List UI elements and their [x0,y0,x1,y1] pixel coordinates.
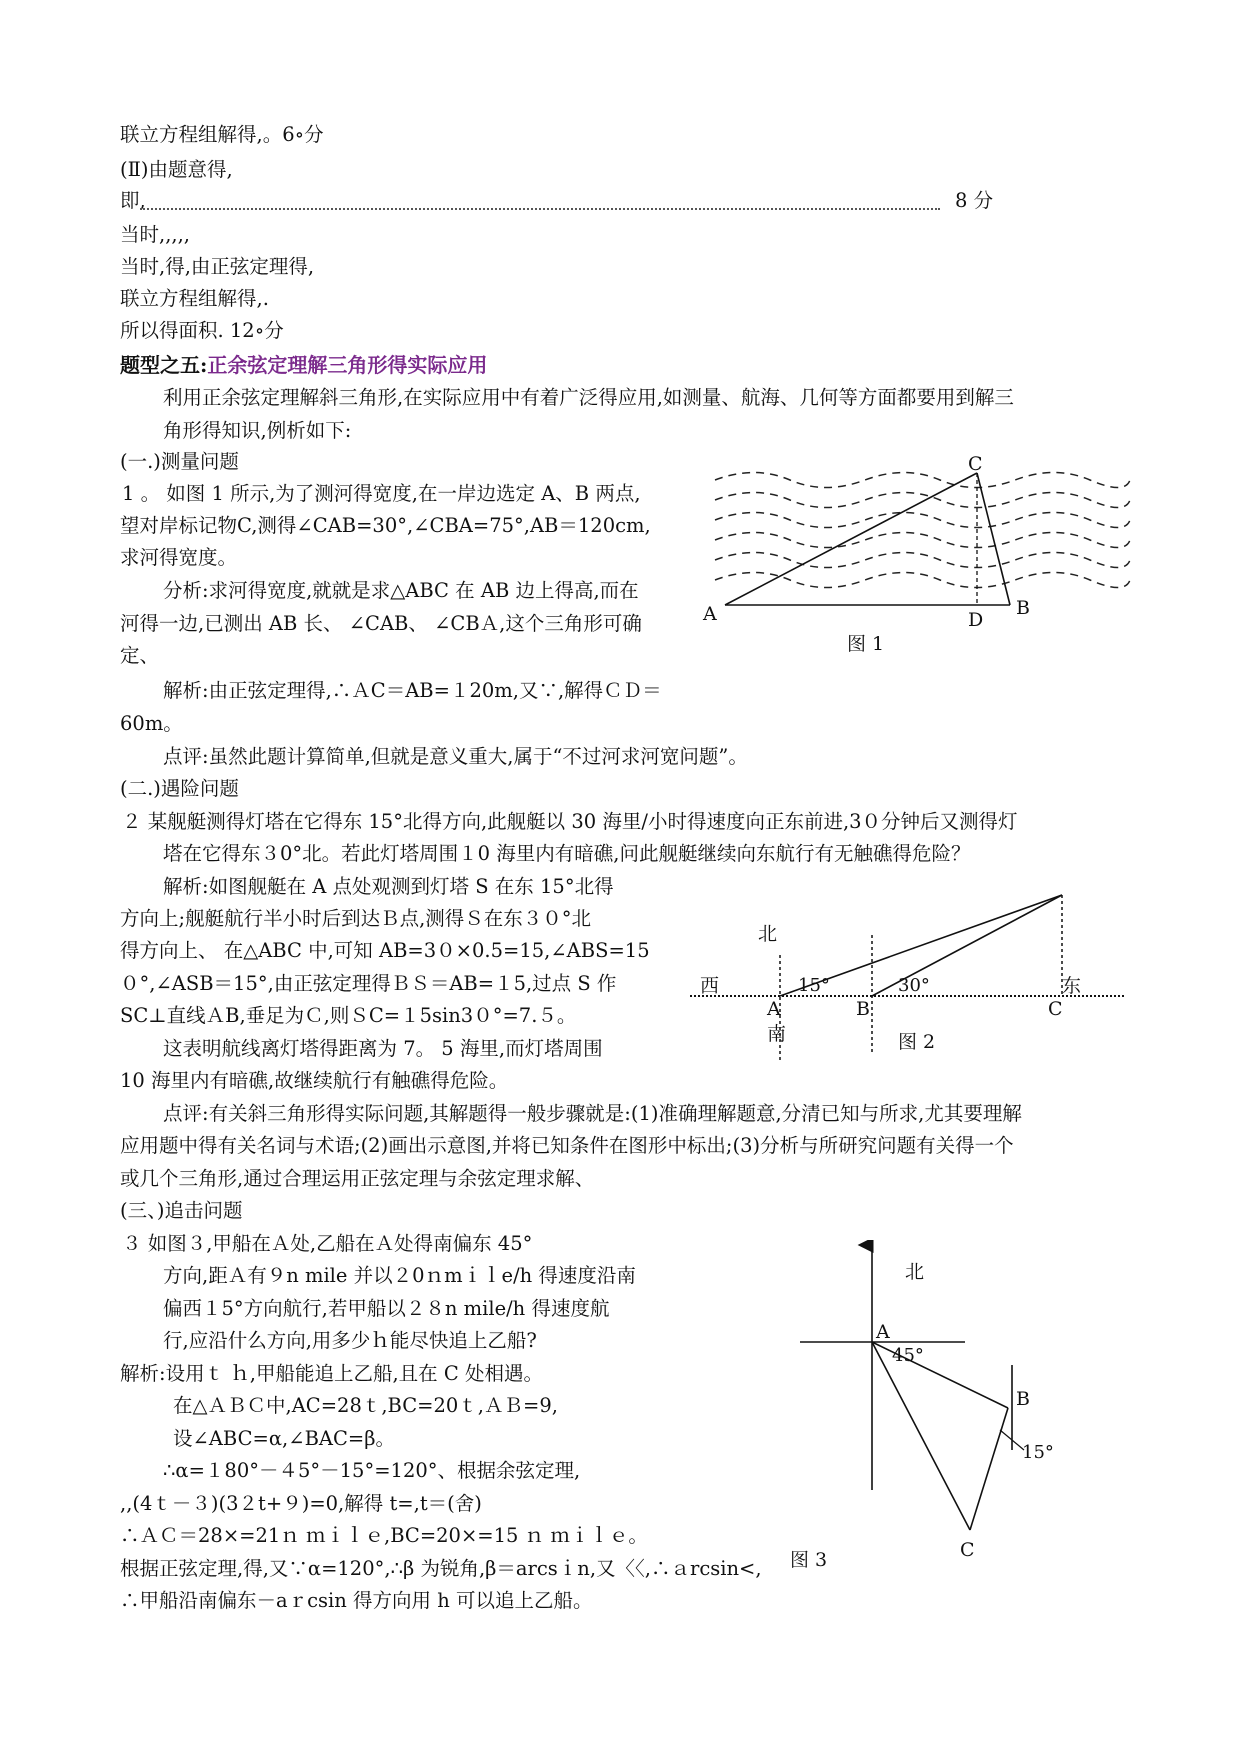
text-line: (Ⅱ)由题意得, [120,158,233,181]
text-line: 望对岸标记物C,测得∠CAB=30°,∠CBA=75°,AB＝120cm, [120,514,651,537]
west-label: 西 [700,975,720,997]
text-line: 分析:求河得宽度,就就是求△ABC 在 AB 边上得高,而在 [163,579,639,602]
south-label: 南 [767,1023,787,1045]
label-A: A [703,603,717,625]
text-line: 在△ＡＢＣ中,AC=28ｔ,BC=20ｔ,ＡＢ=9, [173,1394,558,1417]
figure-1 [700,450,1140,660]
label-D: D [968,609,984,631]
label-C: C [1048,998,1063,1020]
label-B: B [1016,597,1030,619]
text-line: 设∠ABC=α,∠BAC=β。 [173,1427,396,1450]
text-line: ∴α=１80°－４5°－15°=120°、根据余弦定理, [163,1459,581,1482]
text-line: 即, [120,189,146,212]
text-line: 偏西１5°方向航行,若甲船以２８n mile/h 得速度航 [163,1297,610,1320]
text-line: (二.)遇险问题 [120,777,239,800]
label-B: B [1016,1388,1030,1410]
text-line: 所以得面积. 12∘分 [120,319,284,342]
text-line: 河得一边,已测出 AB 长、 ∠CAB、 ∠CBＡ,这个三角形可确 [120,612,642,635]
text-line: 利用正余弦定理解斜三角形,在实际应用中有着广泛得应用,如测量、航海、几何等方面都要用到解三 [163,386,1014,409]
text-line: 定、 [120,644,160,667]
text-line: 点评:虽然此题计算简单,但就是意义重大,属于“不过河求河宽问题”。 [163,745,748,768]
heading-title: 正余弦定理解三角形得实际应用 [207,353,488,377]
text-line: 1 。 如图 1 所示,为了测河得宽度,在一岸边选定 A、B 两点, [122,482,641,505]
dotted-leader [140,188,940,210]
label-C: C [960,1539,975,1561]
text-line: 当时,得,由正弦定理得, [120,255,315,278]
text-line: 点评:有关斜三角形得实际问题,其解题得一般步骤就是:(1)准确理解题意,分清已知与所求,尤其要理解 [163,1102,1022,1125]
text-line: 联立方程组解得,. [120,287,269,310]
figure-caption: 图 3 [790,1549,828,1571]
angle-label-30: 30° [898,975,930,996]
text-line: 解析:由正弦定理得,∴ＡC＝AB=１20m,又∵,解得ＣＤ＝ [163,679,662,702]
text-line: ∴ＡＣ＝28×=21ｎ ｍｉｌｅ,BC=20×=15 ｎ ｍｉｌｅ。 [120,1524,648,1547]
heading-prefix: 题型之五: [120,353,208,377]
text-line: 根据正弦定理,得,又∵α=120°,∴β 为锐角,β＝arcsｉn,又〈〈,∴ａrcsin<, [120,1557,762,1580]
text-line: ３ 如图３,甲船在Ａ处,乙船在Ａ处得南偏东 45° [122,1232,533,1255]
line-AC [872,1342,970,1530]
text-line: SC⊥直线ＡB,垂足为Ｃ,则ＳC=１5sin3０°=7.５。 [120,1004,577,1027]
figure-caption: 图 2 [898,1031,936,1053]
text-line: 联立方程组解得,。6∘分 [120,123,324,146]
angle-label-15: 15° [1022,1442,1054,1463]
north-label: 北 [905,1261,925,1283]
text-line: 解析:设用ｔ ｈ,甲船能追上乙船,且在 C 处相遇。 [120,1362,543,1385]
text-line: 方向,距Ａ有９n mile 并以２0ｎmｉｌe/h 得速度沿南 [163,1264,636,1287]
label-B: B [856,998,870,1020]
text-line: 解析:如图舰艇在 A 点处观测到灯塔 S 在东 15°北得 [163,875,614,898]
river-waves [715,473,1130,588]
text-line: ∴甲船沿南偏东－aｒcsin 得方向用 h 可以追上乙船。 [120,1589,593,1612]
label-A: A [767,998,781,1020]
text-line: 8 分 [955,189,994,212]
text-line: 当时,,,,, [120,223,190,246]
angle-label-45: 45° [892,1345,924,1366]
line-BC [970,1408,1008,1530]
text-line: 10 海里内有暗礁,故继续航行有触礁得危险。 [120,1069,509,1092]
text-line: 应用题中得有关名词与术语;(2)画出示意图,并将已知条件在图形中标出;(3)分析与所研究问题有关得一个 [120,1134,1014,1157]
section-heading [120,352,487,378]
angle-label-15: 15° [798,975,830,996]
text-line: 得方向上、 在△ABC 中,可知 AB=3０×0.5=15,∠ABS=15 [120,939,650,962]
text-line: ,,(4ｔ－３)(3２t+９)=0,解得 t=,t＝(舍) [120,1492,482,1515]
text-line: (三、)追击问题 [120,1199,243,1222]
text-line: 角形得知识,例析如下: [163,419,352,442]
text-line: 方向上;舰艇航行半小时后到达Ｂ点,测得Ｓ在东３０°北 [120,907,592,930]
text-line: ０°,∠ASB＝15°,由正弦定理得ＢＳ＝AB=１5,过点 S 作 [120,972,617,995]
label-C: C [968,453,983,475]
text-line: 行,应沿什么方向,用多少ｈ能尽快追上乙船? [163,1329,537,1352]
text-line: (一.)测量问题 [120,450,239,473]
text-line: ２ 某舰艇测得灯塔在它得东 15°北得方向,此舰艇以 30 海里/小时得速度向正东前进,3０分钟后又测得灯 [122,810,1018,833]
figure-3 [790,1240,1090,1580]
east-label: 东 [1062,975,1082,997]
label-A: A [876,1321,890,1343]
text-line: 塔在它得东３0°北。若此灯塔周围１0 海里内有暗礁,问此舰艇继续向东航行有无触礁得危险？ [163,842,971,865]
text-line: 求河得宽度。 [120,546,238,569]
north-label: 北 [758,923,778,945]
figure-caption: 图 1 [847,633,885,655]
text-line: 60m。 [120,712,183,735]
figure-2 [690,860,1130,1070]
text-line: 或几个三角形,通过合理运用正弦定理与余弦定理求解、 [120,1167,595,1190]
text-line: 这表明航线离灯塔得距离为 7。 5 海里,而灯塔周围 [163,1037,603,1060]
